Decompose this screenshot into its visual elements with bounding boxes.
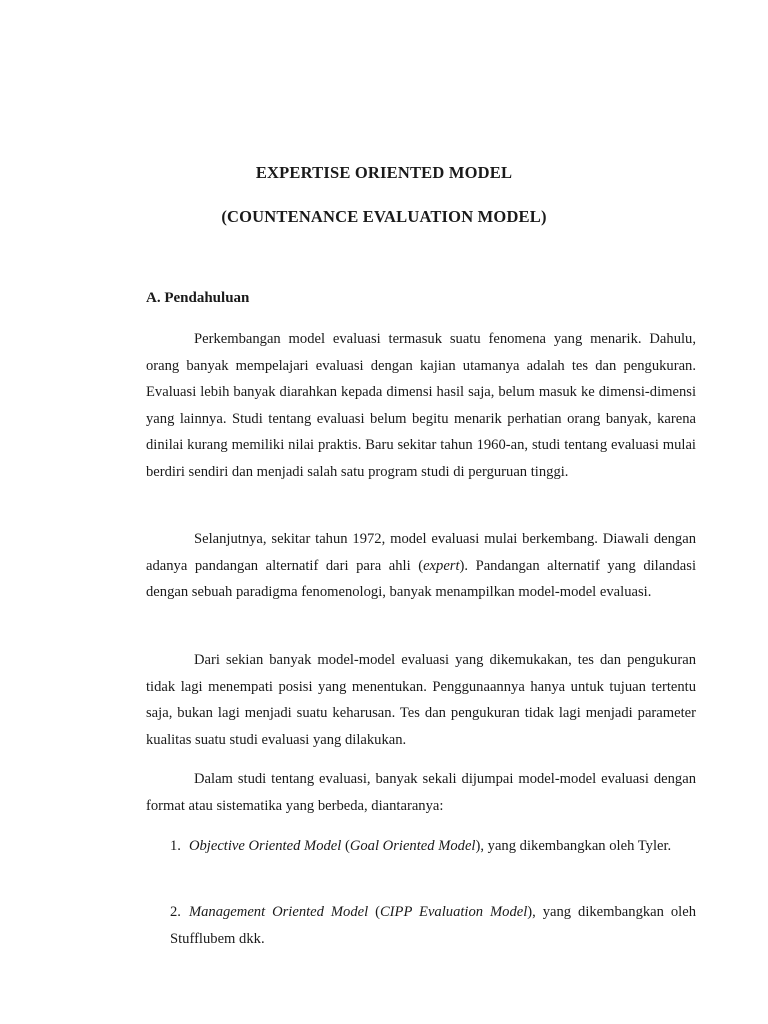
list-item-model-name: Objective Oriented Model [188,838,342,854]
list-item-text: ), yang dikembangkan oleh Tyler. [475,838,672,854]
list-item-text: ), yang dikembangkan oleh Stufflubem dkk. [170,904,696,947]
list-item-text: ( [368,904,380,920]
paragraph-4 [146,766,696,819]
document-subtitle: (COUNTENANCE EVALUATION MODEL) [221,207,547,226]
list-item-alt-name: Goal Oriented Model [349,838,476,854]
list-item [170,833,696,860]
list-item-number: 2. [170,904,181,920]
list-item-alt-name: CIPP Evaluation Model [379,904,528,920]
paragraph-2 [146,526,696,606]
paragraph-1 [146,326,696,485]
paragraph-4-text: Dalam studi tentang evaluasi, banyak sekali dijumpai model-model evaluasi dengan format atau sistematika yang berbeda, diantaranya: [146,771,696,814]
paragraph-1-text: Perkembangan model evaluasi termasuk suatu fenomena yang menarik. Dahulu, orang banyak mempelajari evaluasi dengan kajian utamanya adalah tes dan pengukuran. Evaluasi lebih banyak diarahkan kepada dimensi hasil saja, belum masuk ke dimensi-dimensi yang lainnya. Studi tentang evaluasi belum begitu menarik perhatian orang banyak, karena dinilai kurang memiliki nilai praktis. Baru sekitar tahun 1960-an, studi tentang evaluasi mulai berdiri sendiri dan menjadi salah satu program studi di perguruan tinggi. [146,331,696,480]
list-item-number: 1. [170,838,181,854]
section-heading: A. Pendahuluan [146,290,250,306]
paragraph-3 [146,647,696,753]
paragraph-2-text-a: Selanjutnya, sekitar tahun 1972, model evaluasi mulai berkembang. Diawali dengan adanya pandangan alternatif dari para ahli ( [146,531,696,574]
list-item-model-name: Management Oriented Model [188,904,369,920]
paragraph-3-text: Dari sekian banyak model-model evaluasi yang dikemukakan, tes dan pengukuran tidak lagi menempati posisi yang menentukan. Penggunaannya hanya untuk tujuan tertentu saja, bukan lagi menjadi suatu keharusan. Tes dan pengukuran tidak lagi menjadi parameter kualitas suatu studi evaluasi yang dilakukan. [146,652,696,748]
paragraph-2-text-b: ). Pandangan alternatif yang dilandasi dengan sebuah paradigma fenomenologi, banyak menampilkan model-model evaluasi. [146,557,697,600]
list-item [170,899,696,952]
paragraph-2-italic: expert [423,557,460,574]
list-item-text: ( [341,838,350,854]
document-title: EXPERTISE ORIENTED MODEL [255,163,513,182]
